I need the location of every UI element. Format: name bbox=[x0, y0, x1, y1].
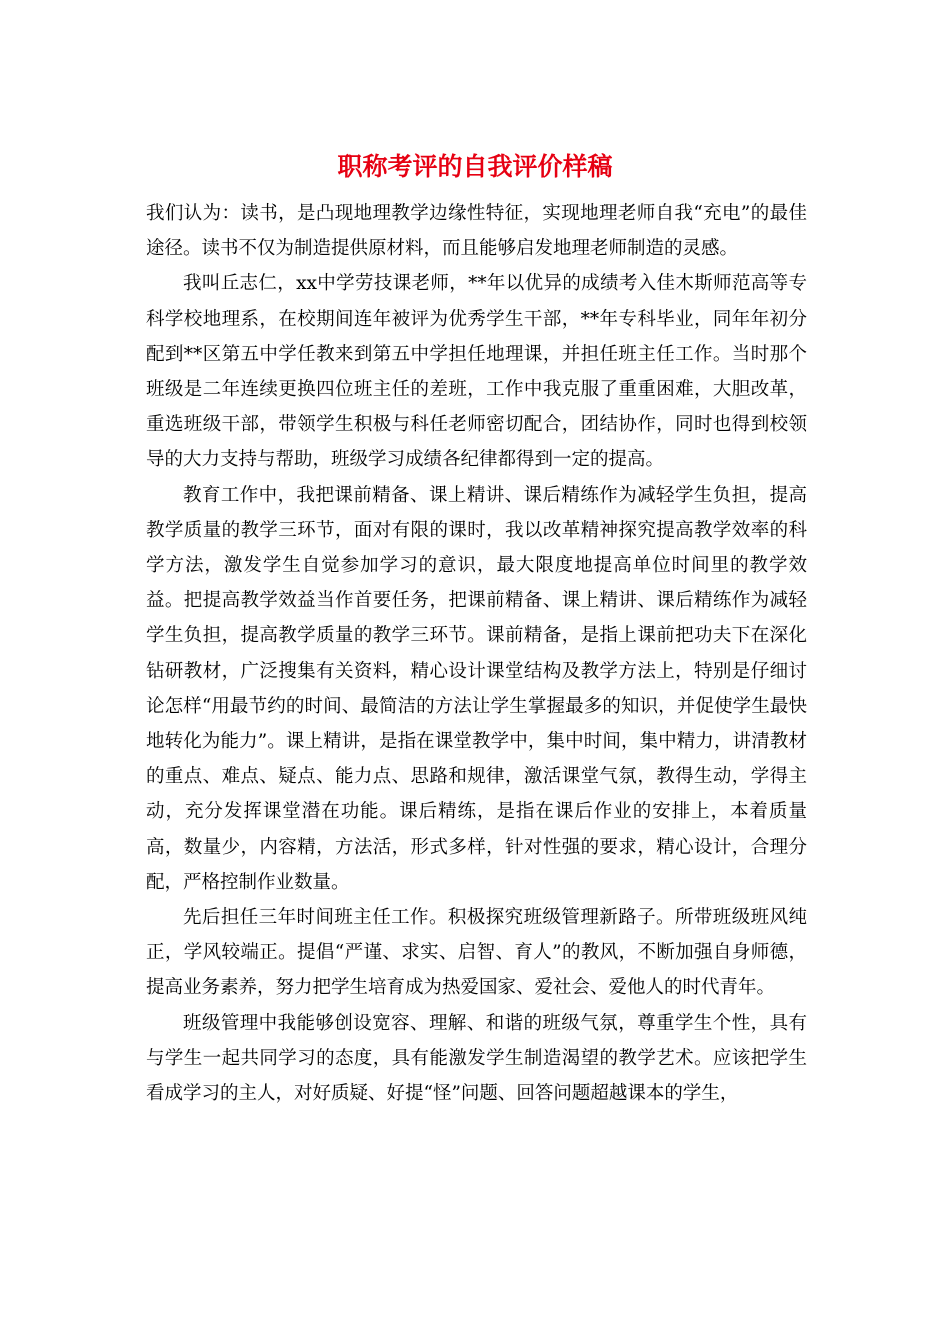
paragraph-2: 我叫丘志仁，xx中学劳技课老师，**年以优异的成绩考入佳木斯师范高等专科学校地理系，在校期间连年被评为优秀学生干部，**年专科毕业，同年年初分配到**区第五中学任教来到第五中学担任地理课，并担任班主任工作。当时那个班级是二年连续更换四位班主任的差班，工作中我克服了重重困难，大胆改革，重选班级干部，带领学生积极与科任老师密切配合，团结协作，同时也得到校领导的大力支持与帮助，班级学习成绩各纪律都得到一定的提高。 bbox=[146, 273, 807, 471]
document-body bbox=[146, 196, 807, 1111]
paragraph-1: 我们认为：读书，是凸现地理教学边缘性特征，实现地理老师自我“充电”的最佳途径。读书不仅为制造提供原材料，而且能够启发地理老师制造的灵感。 bbox=[146, 203, 807, 260]
paragraph-5: 班级管理中我能够创设宽容、理解、和谐的班级气氛，尊重学生个性，具有与学生一起共同学习的态度，具有能激发学生制造渴望的教学艺术。应该把学生看成学习的主人，对好质疑、好提“怪”问题、回答问题超越课本的学生， bbox=[146, 1012, 807, 1105]
paragraph-4: 先后担任三年时间班主任工作。积极探究班级管理新路子。所带班级班风纯正，学风较端正。提倡“严谨、求实、启智、育人”的教风，不断加强自身师德，提高业务素养，努力把学生培育成为热爱国家、爱社会、爱他人的时代青年。 bbox=[146, 907, 807, 999]
paragraph-3: 教育工作中，我把课前精备、课上精讲、课后精练作为减轻学生负担，提高教学质量的教学三环节，面对有限的课时，我以改革精神探究提高教学效率的科学方法，激发学生自觉参加学习的意识，最大限度地提高单位时间里的教学效益。把提高教学效益当作首要任务，把课前精备、课上精讲、课后精练作为减轻学生负担，提高教学质量的教学三环节。课前精备，是指上课前把功夫下在深化钻研教材，广泛搜集有关资料，精心设计课堂结构及教学方法上，特别是仔细讨论怎样“用最节约的时间、最简洁的方法让学生掌握最多的知识，并促使学生最快地转化为能力”。课上精讲，是指在课堂教学中，集中时间，集中精力，讲清教材的重点、难点、疑点、能力点、思路和规律，激活课堂气氛，教得生动，学得主动，充分发挥课堂潜在功能。课后精练，是指在课后作业的安排上，本着质量高，数量少，内容精，方法活，形式多样，针对性强的要求，精心设计，合理分配，严格控制作业数量。 bbox=[146, 484, 807, 893]
document-title: 职称考评的自我评价样稿 bbox=[337, 152, 613, 181]
